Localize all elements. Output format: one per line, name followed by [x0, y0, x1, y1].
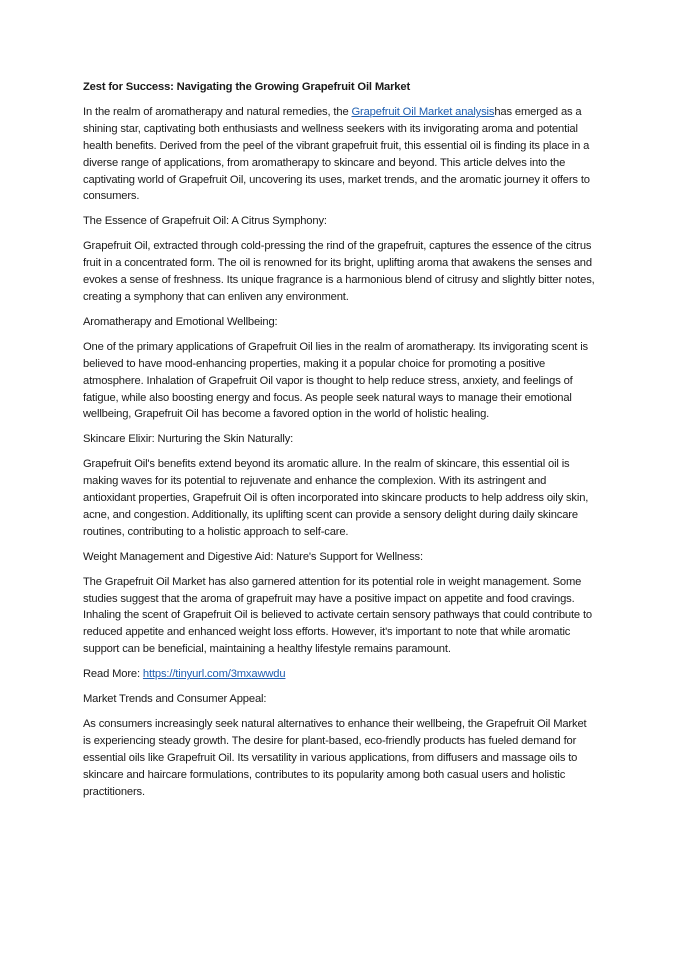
section-heading-skincare: Skincare Elixir: Nurturing the Skin Naturally: — [83, 433, 294, 446]
section-heading-weight-management: Weight Management and Digestive Aid: Nature's Support for Wellness: — [83, 550, 423, 563]
section-body-weight-management: The Grapefruit Oil Market has also garnered attention for its potential role in weight management. Some studies suggest that the aroma of grapefruit may have a positive impact on appetite and food cravings. Inhaling the scent of Grapefruit Oil is believed to activate certain sensory pathways that could contribute to reduced appetite and enhanced weight loss efforts. However, it's important to note that while aromatic support can be beneficial, maintaining a healthy lifestyle remains paramount. — [83, 575, 592, 656]
read-more-line — [83, 666, 597, 683]
intro-paragraph — [83, 104, 597, 205]
market-analysis-link[interactable]: Grapefruit Oil Market analysis — [351, 105, 495, 118]
section-heading-aromatherapy: Aromatherapy and Emotional Wellbeing: — [83, 315, 278, 328]
section-body-essence: Grapefruit Oil, extracted through cold-pressing the rind of the grapefruit, captures the essence of the citrus fruit in a concentrated form. The oil is renowned for its bright, uplifting aroma that awakens the senses and evokes a sense of freshness. Its unique fragrance is a harmonious blend of citrusy and slightly bitter notes, creating a symphony that can enliven any environment. — [83, 240, 595, 303]
section-body-skincare: Grapefruit Oil's benefits extend beyond its aromatic allure. In the realm of skincare, this essential oil is making waves for its potential to rejuvenate and enhance the complexion. With its astringent and antioxidant properties, Grapefruit Oil is often incorporated into skincare products to help address oily skin, acne, and congestion. Additionally, its uplifting scent can provide a sensory delight during daily skincare routines, contributing to a holistic approach to self-care. — [83, 458, 589, 538]
read-more-link[interactable]: https://tinyurl.com/3mxawwdu — [142, 668, 286, 681]
read-more-label: Read More: — [83, 668, 143, 681]
section-body-aromatherapy: One of the primary applications of Grapefruit Oil lies in the realm of aromatherapy. Its invigorating scent is believed to have mood-enhancing properties, making it a popular choice for promoting a positive atmosphere. Inhalation of Grapefruit Oil vapor is thought to help reduce stress, anxiety, and feelings of fatigue, while also boosting energy and focus. As people seek natural ways to manage their emotional wellbeing, Grapefruit Oil has become a favored option in the world of holistic healing. — [83, 340, 588, 421]
document-body — [83, 79, 597, 809]
intro-text-after: has emerged as a shining star, captivating both enthusiasts and wellness seekers with its invigorating aroma and potential health benefits. Derived from the peel of the vibrant grapefruit fruit, this essential oil is finding its place in a diverse range of applications, from aromatherapy to skincare and beyond. This article delves into the captivating world of Grapefruit Oil, uncovering its uses, market trends, and the aromatic journey it offers to consumers. — [83, 105, 590, 203]
section-heading-essence: The Essence of Grapefruit Oil: A Citrus Symphony: — [83, 215, 327, 228]
section-body-market-trends: As consumers increasingly seek natural alternatives to enhance their wellbeing, the Grapefruit Oil Market is experiencing steady growth. The desire for plant-based, eco-friendly products has fueled demand for essential oils like Grapefruit Oil. Its versatility in various applications, from diffusers and massage oils to skincare and haircare formulations, contributes to its popularity among both casual users and holistic practitioners. — [83, 718, 587, 798]
section-heading-market-trends: Market Trends and Consumer Appeal: — [83, 693, 267, 706]
intro-text-before: In the realm of aromatherapy and natural remedies, the — [83, 105, 352, 118]
document-title: Zest for Success: Navigating the Growing Grapefruit Oil Market — [83, 81, 411, 93]
